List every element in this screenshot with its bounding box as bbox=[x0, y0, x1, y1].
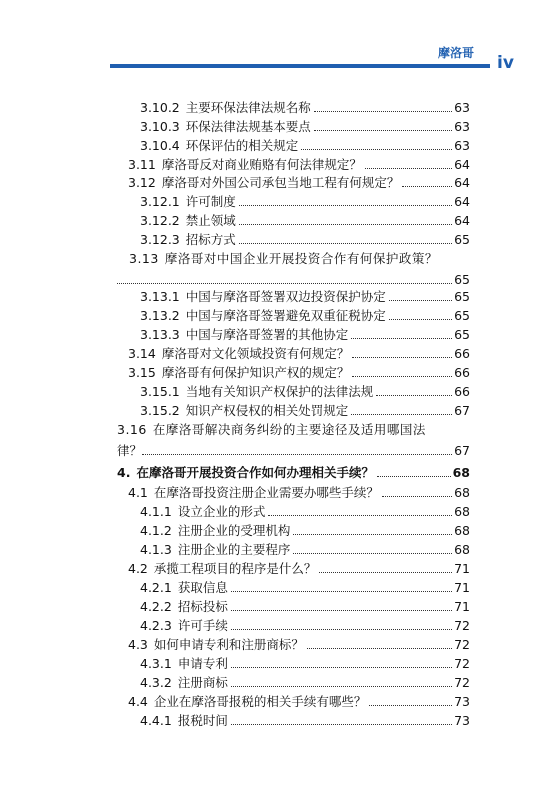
toc-entry[interactable] bbox=[140, 656, 470, 671]
toc-entry-page: 72 bbox=[454, 637, 470, 652]
toc-entry[interactable] bbox=[128, 365, 470, 380]
toc-entry-page: 68 bbox=[454, 523, 470, 538]
toc-entry-number: 3.10.4 bbox=[140, 138, 180, 153]
leader-dots bbox=[231, 666, 452, 668]
toc-entry-number: 4.4 bbox=[128, 694, 148, 709]
toc-entry-page: 67 bbox=[454, 403, 470, 418]
toc-entry-page: 68 bbox=[454, 542, 470, 557]
toc-entry-title: 主要环保法律法规名称 bbox=[185, 100, 311, 115]
leader-dots bbox=[365, 167, 452, 169]
toc-entry-page: 72 bbox=[454, 675, 470, 690]
toc-entry-page: 71 bbox=[454, 599, 470, 614]
toc-entry-number: 3.13.1 bbox=[140, 289, 180, 304]
toc-entry-line bbox=[117, 251, 470, 266]
toc-entry-number: 3.12.2 bbox=[140, 213, 180, 228]
toc-entry[interactable] bbox=[140, 384, 470, 399]
toc-entry-line bbox=[117, 443, 470, 458]
toc-entry[interactable] bbox=[140, 213, 470, 228]
toc-entry-number: 4.1 bbox=[128, 485, 148, 500]
toc-entry[interactable] bbox=[140, 523, 470, 538]
toc-entry-title: 申请专利 bbox=[177, 656, 228, 671]
toc-entry-title: 在摩洛哥开展投资合作如何办理相关手续？ bbox=[136, 465, 374, 480]
toc-entry[interactable] bbox=[140, 289, 470, 304]
leader-dots bbox=[239, 242, 452, 244]
toc-entry-number: 4.2.3 bbox=[140, 618, 172, 633]
toc-entry[interactable] bbox=[140, 675, 470, 690]
toc-entry-number: 4.3.1 bbox=[140, 656, 172, 671]
toc-entry-page: 71 bbox=[454, 580, 470, 595]
toc-entry-title: 中国与摩洛哥签署双边投资保护协定 bbox=[185, 289, 386, 304]
toc-entry-page: 68 bbox=[454, 485, 470, 500]
leader-dots bbox=[142, 454, 452, 455]
toc-entry-title: 摩洛哥对文化领域投资有何规定？ bbox=[161, 346, 350, 361]
toc-entry-page: 65 bbox=[454, 272, 470, 287]
toc-entry-number: 3.15.1 bbox=[140, 384, 180, 399]
toc-entry-page: 65 bbox=[454, 232, 470, 247]
toc-entry[interactable] bbox=[128, 346, 470, 361]
toc-entry[interactable] bbox=[140, 713, 470, 728]
leader-dots bbox=[314, 129, 452, 131]
toc-entry-page: 65 bbox=[454, 289, 470, 304]
toc-entry-title: 中国与摩洛哥签署避免双重征税协定 bbox=[185, 308, 386, 323]
toc-entry-number: 3.13 bbox=[129, 251, 159, 266]
toc-entry-page: 64 bbox=[454, 213, 470, 228]
toc-entry[interactable] bbox=[128, 561, 470, 576]
toc-entry-page: 63 bbox=[454, 119, 470, 134]
toc-entry-page: 66 bbox=[454, 346, 470, 361]
toc-entry-page: 72 bbox=[454, 656, 470, 671]
toc-entry-title: 企业在摩洛哥报税的相关手续有哪些？ bbox=[153, 694, 367, 709]
toc-entry-title: 摩洛哥有何保护知识产权的规定？ bbox=[161, 365, 350, 380]
toc-entry[interactable] bbox=[140, 504, 470, 519]
toc-entry-page: 71 bbox=[454, 561, 470, 576]
leader-dots bbox=[239, 204, 452, 206]
toc-entry-number: 3.16 bbox=[117, 422, 147, 437]
toc-entry-number: 3.15 bbox=[128, 365, 156, 380]
leader-dots bbox=[231, 628, 452, 630]
toc-entry-number: 3.12.3 bbox=[140, 232, 180, 247]
toc-entry-number: 4.1.1 bbox=[140, 504, 172, 519]
toc-entry[interactable] bbox=[140, 618, 470, 633]
toc-entry-number: 3.10.2 bbox=[140, 100, 180, 115]
leader-dots bbox=[376, 394, 452, 396]
toc-entry-number: 3.13.3 bbox=[140, 327, 180, 342]
toc-entry-number: 4.3.2 bbox=[140, 675, 172, 690]
leader-dots bbox=[382, 495, 452, 497]
leader-dots bbox=[301, 148, 452, 150]
running-header-title: 摩洛哥 bbox=[438, 46, 475, 60]
toc-entry[interactable] bbox=[140, 194, 470, 209]
page-number: iv bbox=[497, 53, 514, 73]
leader-dots bbox=[351, 413, 452, 415]
toc-entry[interactable] bbox=[128, 175, 470, 190]
toc-entry[interactable] bbox=[140, 308, 470, 323]
toc-entry-number: 4.2.2 bbox=[140, 599, 172, 614]
toc-entry-page: 65 bbox=[454, 308, 470, 323]
toc-entry[interactable] bbox=[140, 100, 470, 115]
toc-entry-title: 获取信息 bbox=[177, 580, 228, 595]
leader-dots bbox=[402, 185, 452, 187]
header-rule bbox=[110, 64, 490, 68]
leader-dots bbox=[268, 514, 452, 516]
toc-entry-title: 招标方式 bbox=[185, 232, 236, 247]
toc-entry-title: 招标投标 bbox=[177, 599, 228, 614]
toc-entry-page: 72 bbox=[454, 618, 470, 633]
leader-dots bbox=[307, 647, 452, 649]
leader-dots bbox=[352, 375, 452, 377]
toc-entry-page: 64 bbox=[454, 175, 470, 190]
toc-entry[interactable] bbox=[117, 251, 470, 287]
toc-entry-title: 注册企业的主要程序 bbox=[177, 542, 291, 557]
toc-entry-page: 66 bbox=[454, 384, 470, 399]
toc-entry-title: 注册企业的受理机构 bbox=[177, 523, 291, 538]
leader-dots bbox=[377, 475, 451, 477]
toc-entry[interactable] bbox=[140, 138, 470, 153]
toc-entry-number: 3.12 bbox=[128, 175, 156, 190]
toc-entry[interactable] bbox=[140, 232, 470, 247]
toc-entry[interactable] bbox=[117, 465, 470, 480]
toc-entry-page: 73 bbox=[454, 713, 470, 728]
toc-entry-title: 在摩洛哥解决商务纠纷的主要途径及适用哪国法 bbox=[152, 422, 426, 437]
toc-entry-line bbox=[117, 272, 470, 287]
toc-entry-page: 63 bbox=[454, 138, 470, 153]
toc-entry-title: 承揽工程项目的程序是什么？ bbox=[153, 561, 317, 576]
leader-dots bbox=[117, 283, 452, 284]
toc-entry-title: 环保法律法规基本要点 bbox=[185, 119, 311, 134]
leader-dots bbox=[314, 110, 452, 112]
toc-entry-title: 知识产权侵权的相关处罚规定 bbox=[185, 403, 349, 418]
toc-entry-title-continued: 律？ bbox=[117, 443, 143, 458]
leader-dots bbox=[389, 299, 452, 301]
toc-entry-number: 3.12.1 bbox=[140, 194, 180, 209]
toc-entry-number: 3.11 bbox=[128, 157, 156, 172]
toc-entry-number: 3.15.2 bbox=[140, 403, 180, 418]
leader-dots bbox=[319, 571, 452, 573]
leader-dots bbox=[231, 609, 452, 611]
toc-entry-title: 禁止领域 bbox=[185, 213, 236, 228]
toc-entry-number: 4.2.1 bbox=[140, 580, 172, 595]
toc-entry[interactable] bbox=[140, 403, 470, 418]
toc-entry-title: 许可手续 bbox=[177, 618, 228, 633]
toc-entry-number: 4. bbox=[117, 465, 131, 480]
toc-entry[interactable] bbox=[140, 542, 470, 557]
toc-entry-page: 64 bbox=[454, 157, 470, 172]
leader-dots bbox=[231, 685, 452, 687]
leader-dots bbox=[231, 723, 452, 725]
toc-entry-title: 设立企业的形式 bbox=[177, 504, 266, 519]
toc-entry-number: 3.13.2 bbox=[140, 308, 180, 323]
toc-entry-number: 4.4.1 bbox=[140, 713, 172, 728]
toc-entry-title: 摩洛哥对外国公司承包当地工程有何规定？ bbox=[161, 175, 400, 190]
toc-entry-page: 65 bbox=[454, 327, 470, 342]
toc-entry[interactable] bbox=[128, 637, 470, 652]
toc-entry-page: 66 bbox=[454, 365, 470, 380]
toc-entry-number: 4.1.3 bbox=[140, 542, 172, 557]
toc-entry-title: 摩洛哥对中国企业开展投资合作有何保护政策？ bbox=[164, 251, 438, 266]
toc-entry[interactable] bbox=[117, 422, 470, 458]
toc-entry-page: 73 bbox=[454, 694, 470, 709]
leader-dots bbox=[231, 590, 452, 592]
toc-entry-page: 64 bbox=[454, 194, 470, 209]
toc-entry-line bbox=[117, 422, 470, 437]
toc-entry[interactable] bbox=[140, 119, 470, 134]
leader-dots bbox=[239, 223, 452, 225]
leader-dots bbox=[352, 356, 452, 358]
toc-entry-title: 许可制度 bbox=[185, 194, 236, 209]
toc-entry[interactable] bbox=[128, 157, 470, 172]
toc-entry-number: 4.2 bbox=[128, 561, 148, 576]
leader-dots bbox=[293, 533, 452, 535]
leader-dots bbox=[351, 337, 452, 339]
toc-entry-page: 63 bbox=[454, 100, 470, 115]
toc-entry-title: 如何申请专利和注册商标？ bbox=[153, 637, 304, 652]
toc-entry-number: 4.3 bbox=[128, 637, 148, 652]
toc-entry-title: 环保评估的相关规定 bbox=[185, 138, 299, 153]
leader-dots bbox=[389, 318, 452, 320]
toc-entry-number: 3.14 bbox=[128, 346, 156, 361]
toc-entry[interactable] bbox=[128, 485, 470, 500]
toc-entry-title: 报税时间 bbox=[177, 713, 228, 728]
toc-entry[interactable] bbox=[140, 599, 470, 614]
leader-dots bbox=[369, 704, 452, 706]
toc-entry-number: 4.1.2 bbox=[140, 523, 172, 538]
toc-entry-page: 67 bbox=[454, 443, 470, 458]
leader-dots bbox=[293, 552, 452, 554]
toc-entry[interactable] bbox=[140, 580, 470, 595]
toc-entry-title: 在摩洛哥投资注册企业需要办哪些手续？ bbox=[153, 485, 379, 500]
toc-entry-title: 中国与摩洛哥签署的其他协定 bbox=[185, 327, 349, 342]
toc-entry[interactable] bbox=[140, 327, 470, 342]
toc-entry-page: 68 bbox=[454, 504, 470, 519]
toc-entry-title: 摩洛哥反对商业贿赂有何法律规定？ bbox=[161, 157, 362, 172]
toc-entry[interactable] bbox=[128, 694, 470, 709]
toc-entry-number: 3.10.3 bbox=[140, 119, 180, 134]
toc-entry-title: 当地有关知识产权保护的法律法规 bbox=[185, 384, 374, 399]
toc-entry-page: 68 bbox=[452, 465, 470, 480]
toc-entry-title: 注册商标 bbox=[177, 675, 228, 690]
